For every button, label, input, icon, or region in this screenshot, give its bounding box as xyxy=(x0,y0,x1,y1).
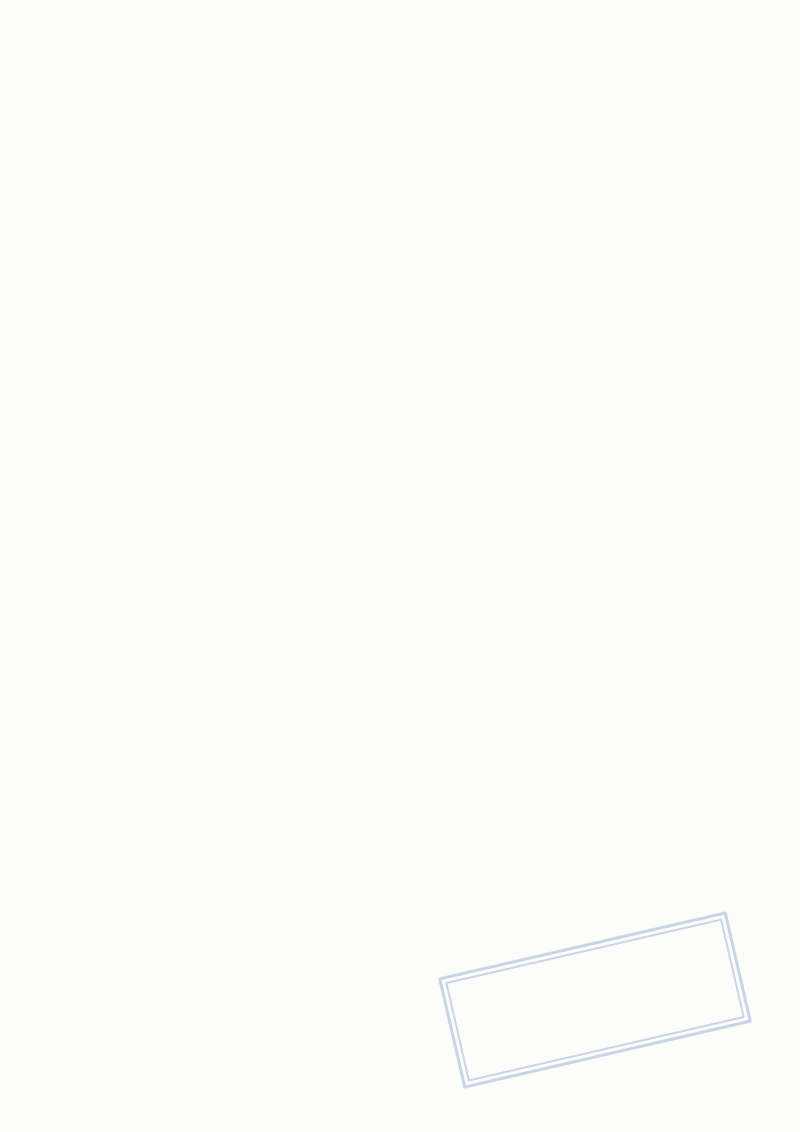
stamp-inner-border xyxy=(445,918,745,1081)
law-firm-watermark-stamp xyxy=(438,911,752,1089)
